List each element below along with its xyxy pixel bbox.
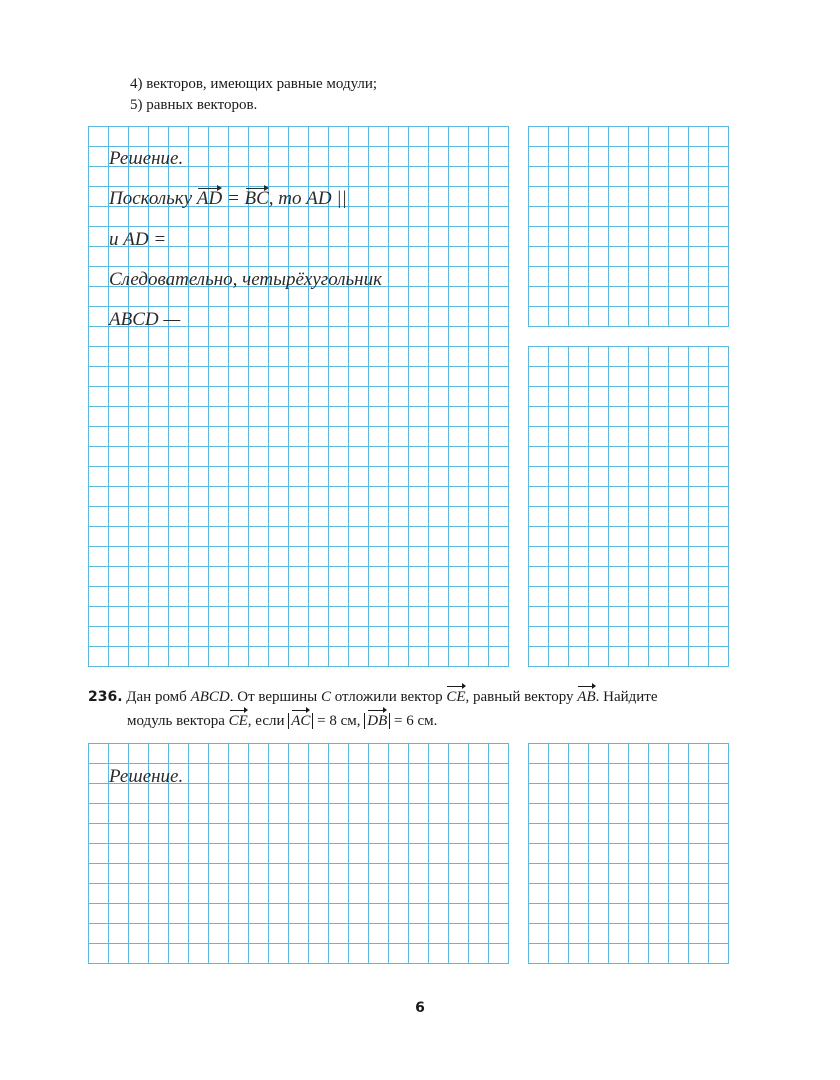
solution-line-4: ABCD — (109, 309, 181, 330)
modulus-ac (288, 713, 313, 729)
problem-text-a: Дан ромб (126, 689, 187, 705)
problem-text-g: , если (247, 713, 285, 729)
list-item-5: 5) равных векторов. (130, 97, 258, 113)
list-item-4: 4) векторов, имеющих равные модули; (130, 76, 378, 92)
problem-text-f: модуль вектора (127, 713, 225, 729)
answer-grid-2-small[interactable] (528, 743, 729, 964)
solution-line-1-prefix: Поскольку (109, 188, 193, 209)
vector-ac: AC (291, 709, 310, 733)
modulus-db (364, 713, 390, 729)
problem-text-b: . От вершины (229, 689, 318, 705)
answer-grid-small-bottom[interactable] (528, 346, 729, 667)
problem-text-h: = 8 см, (317, 713, 361, 729)
solution-line-1 (109, 188, 347, 210)
vector-ce-2: CE (229, 709, 248, 733)
problem-text-e: . Найдите (595, 689, 658, 705)
problem-text-c: отложили вектор (334, 689, 443, 705)
solution-2-heading: Решение. (109, 766, 184, 787)
vector-db: DB (367, 709, 387, 733)
problem-236-line-2 (127, 709, 747, 733)
solution-heading: Решение. (109, 148, 184, 169)
vector-ad: AD (196, 188, 223, 209)
solution-line-2: и AD = (109, 229, 167, 250)
solution-line-1-suffix: , то AD || (268, 188, 347, 209)
vertex-c: C (320, 689, 331, 705)
vector-ab: AB (577, 685, 595, 709)
equals-sign: = (226, 188, 240, 209)
problem-text-i: = 6 см. (394, 713, 438, 729)
page-number: 6 (415, 1000, 425, 1016)
problem-number: 236. (88, 689, 123, 705)
vector-ce: CE (446, 685, 465, 709)
answer-grid-small-top[interactable] (528, 126, 729, 327)
problem-text-d: , равный вектору (465, 689, 574, 705)
solution-line-3: Следовательно, четырёхугольник (109, 269, 382, 290)
rhombus-name: ABCD (190, 689, 230, 705)
problem-236-line-1 (88, 685, 738, 709)
vector-bc: BC (244, 188, 269, 209)
